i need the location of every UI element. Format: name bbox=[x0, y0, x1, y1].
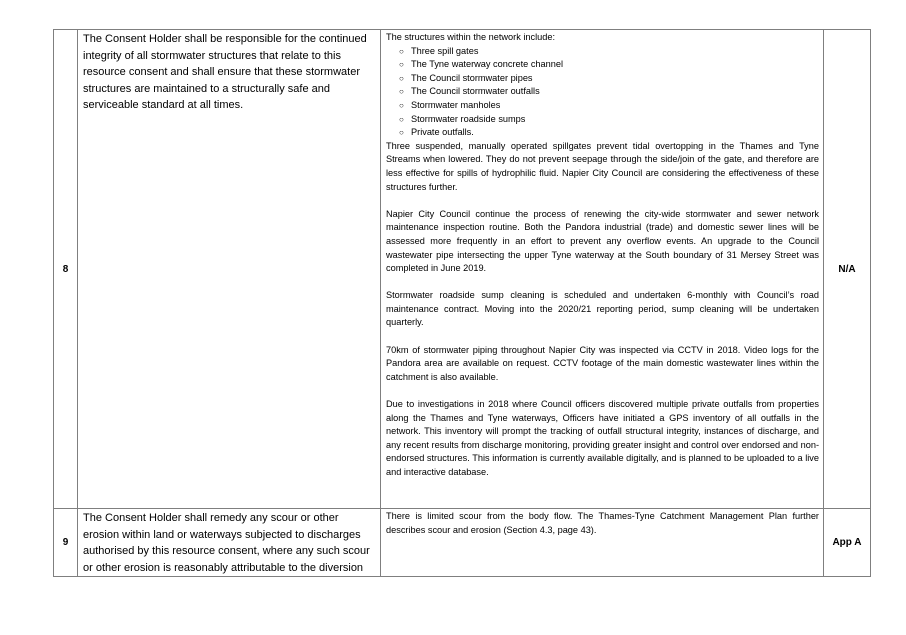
compliance-comment bbox=[381, 30, 824, 509]
condition-text: The Consent Holder shall be responsible for the continued integrity of all stormwater structures that relate to this resource consent and shall ensure that these stormwater structures are maintained to a structurally safe and serviceable standard at all times. bbox=[78, 30, 381, 509]
comment-paragraph: Stormwater roadside sump cleaning is scheduled and undertaken 6-monthly with Council’s road maintenance contract. Moving into the 2020/21 reporting period, sump cleaning will be undertaken quarterly. bbox=[386, 290, 819, 328]
list-item: ○ Stormwater roadside sumps bbox=[399, 113, 819, 127]
list-item: ○ Private outfalls. bbox=[399, 126, 819, 140]
condition-number: 8 bbox=[54, 30, 78, 509]
condition-number: 9 bbox=[54, 509, 78, 577]
structures-intro: The structures within the network include: bbox=[386, 32, 556, 42]
list-item: ○ Three spill gates bbox=[399, 45, 819, 59]
list-item: ○ The Tyne waterway concrete channel bbox=[399, 58, 819, 72]
circle-bullet-icon: ○ bbox=[399, 114, 404, 124]
comment-paragraph: Due to investigations in 2018 where Council officers discovered multiple private outfalls from properties along the Thames and Tyne waterways, Officers have initiated a GPS inventory of all outfalls in the network. This inventory will prompt the tracking of outfall structural integrity, instances of discharge, and any recent results from discharge monitoring, providing greater insight and control over endorsed and non-endorsed structures. This information is currently available digitally, and is planned to be uploaded to a live and interactive database. bbox=[386, 399, 819, 477]
circle-bullet-icon: ○ bbox=[399, 60, 404, 70]
list-item: ○ Stormwater manholes bbox=[399, 99, 819, 113]
comment-paragraph: Three suspended, manually operated spillgates prevent tidal overtopping in the Thames and Tyne Streams when lowered. They do not prevent seepage through the side/join of the gate, and therefore are less effective for spills of hydrophilic fluid. Napier City Council are considering the effectiveness of these structures further. bbox=[386, 140, 819, 192]
circle-bullet-icon: ○ bbox=[399, 100, 404, 110]
comment-paragraph: 70km of stormwater piping throughout Napier City was inspected via CCTV in 2018. Video logs for the Pandora area are available on request. CCTV footage of the main domestic wastewater lines within the catchment is also available. bbox=[386, 344, 819, 382]
comment-paragraph: Napier City Council continue the process of renewing the city-wide stormwater and sewer network maintenance inspection routine. Both the Pandora industrial (trade) and domestic sewer lines will be assessed more frequently in an effort to prevent any overflow events. An upgrade to the Council wastewater pipe intersecting the upper Tyne waterway at the South boundary of 31 Mersey Street was completed in June 2019. bbox=[386, 208, 819, 274]
condition-text: The Consent Holder shall remedy any scour or other erosion within land or waterways subjected to discharges authorised by this resource consent, where any such scour or other erosion is reasonably attributable to the diversion bbox=[78, 509, 381, 577]
reference-cell: N/A bbox=[824, 30, 871, 509]
circle-bullet-icon: ○ bbox=[399, 128, 404, 138]
structures-list bbox=[386, 45, 819, 140]
reference-cell: App A bbox=[824, 509, 871, 577]
table-row bbox=[54, 30, 871, 509]
circle-bullet-icon: ○ bbox=[399, 46, 404, 56]
compliance-table bbox=[53, 29, 871, 577]
comment-paragraph: There is limited scour from the body flow. The Thames-Tyne Catchment Management Plan further describes scour and erosion (Section 4.3, page 43). bbox=[386, 511, 819, 535]
circle-bullet-icon: ○ bbox=[399, 87, 404, 97]
list-item: ○ The Council stormwater outfalls bbox=[399, 85, 819, 99]
circle-bullet-icon: ○ bbox=[399, 73, 404, 83]
table-row bbox=[54, 509, 871, 577]
list-item: ○ The Council stormwater pipes bbox=[399, 72, 819, 86]
compliance-comment bbox=[381, 509, 824, 577]
